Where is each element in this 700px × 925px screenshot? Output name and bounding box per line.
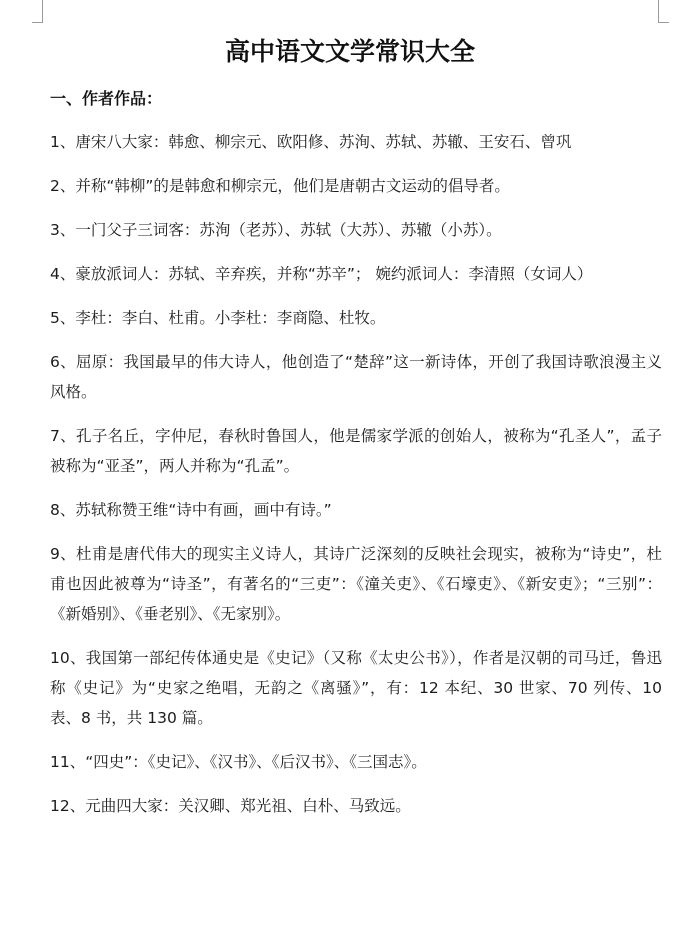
list-item: 9、杜甫是唐代伟大的现实主义诗人，其诗广泛深刻的反映社会现实，被称为“诗史”，杜甫也因此被尊为“诗圣”，有著名的“三吏”：《潼关吏》、《石壕吏》、《新安吏》；“三别”：《新婚别》、《垂老别》、《无家别》。 [50,545,662,623]
list-item: 12、元曲四大家：关汉卿、郑光祖、白朴、马致远。 [50,797,411,815]
list-item: 11、“四史”：《史记》、《汉书》、《后汉书》、《三国志》。 [50,753,427,771]
list-item: 6、屈原：我国最早的伟大诗人，他创造了“楚辞”这一新诗体，开创了我国诗歌浪漫主义风格。 [50,353,662,401]
page-title: 高中语文文学常识大全 [224,37,475,66]
list-item: 8、苏轼称赞王维“诗中有画，画中有诗。” [50,501,332,519]
list-item: 3、一门父子三词客：苏洵（老苏）、苏轼（大苏）、苏辙（小苏）。 [50,221,502,239]
section-heading: 一、作者作品： [50,89,163,108]
page-corner-mark-left [32,0,43,23]
list-item: 4、豪放派词人：苏轼、辛弃疾，并称“苏辛”； 婉约派词人：李清照（女词人） [50,265,593,283]
list-item: 5、李杜：李白、杜甫。小李杜：李商隐、杜牧。 [50,309,386,327]
list-item: 2、并称“韩柳”的是韩愈和柳宗元，他们是唐朝古文运动的倡导者。 [50,177,510,195]
list-item: 7、孔子名丘，字仲尼，春秋时鲁国人，他是儒家学派的创始人，被称为“孔圣人”，孟子被称为“亚圣”，两人并称为“孔孟”。 [50,427,662,475]
page-corner-mark-right [658,0,669,23]
document-body [50,127,662,835]
list-item: 1、唐宋八大家：韩愈、柳宗元、欧阳修、苏洵、苏轼、苏辙、王安石、曾巩 [50,133,572,151]
list-item: 10、我国第一部纪传体通史是《史记》（又称《太史公书》），作者是汉朝的司马迁，鲁迅称《史记》为“史家之绝唱，无韵之《离骚》”，有：12 本纪、30 世家、70 列传、10 表、8 书，共 130 篇。 [50,649,662,727]
